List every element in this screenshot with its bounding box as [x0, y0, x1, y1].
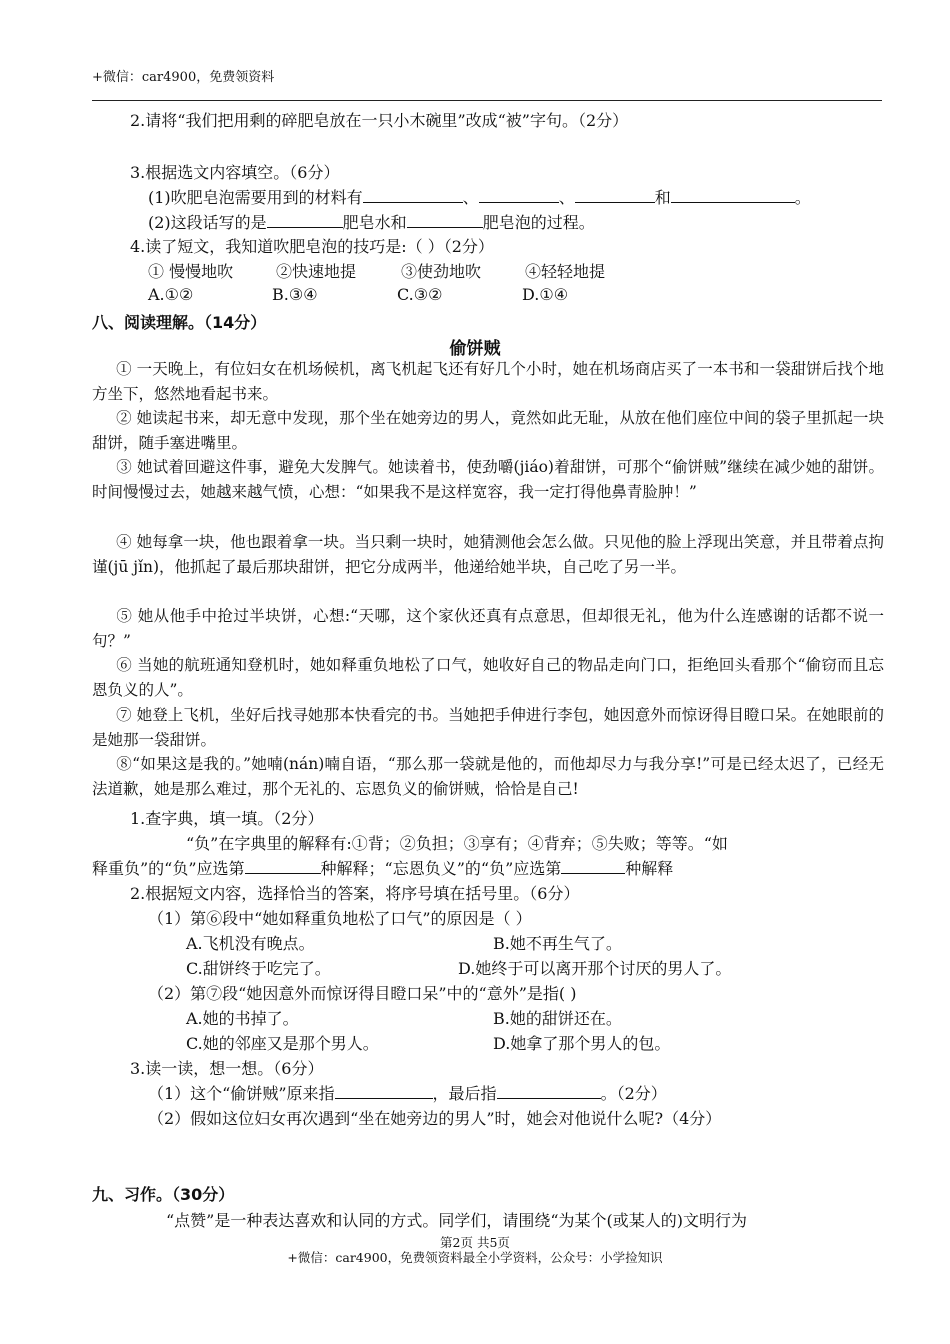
s8-q1-line2-c: 种解释 — [625, 859, 674, 878]
page-number: 第2页 共5页 — [440, 1235, 510, 1250]
passage-paragraph-2 — [92, 406, 884, 455]
s8-q1-line1: “负”在字典里的解释有:①背；②负担；③享有；④背弃；⑤失败；等等。“如 — [186, 834, 728, 853]
prev-q4-opt4: ④轻轻地提 — [525, 262, 606, 281]
prev-q4-stem: 4.读了短文，我知道吹肥皂泡的技巧是:（ ）（2分） — [130, 237, 494, 256]
answer-blank[interactable] — [575, 188, 655, 203]
prev-q2: 2.请将“我们把用剩的碎肥皂放在一只小木碗里”改成“被”字句。（2分） — [130, 111, 629, 130]
s8-q1-line2 — [92, 856, 673, 879]
s8-q3-sub1-b: ，最后指 — [432, 1084, 497, 1103]
answer-blank[interactable] — [479, 188, 559, 203]
prev-q4-opt3: ③使劲地吹 — [401, 262, 482, 281]
s8-q3-sub2: （2）假如这位妇女再次遇到“坐在她旁边的男人”时，她会对他说什么呢?（4分） — [148, 1109, 722, 1128]
passage-paragraph-5 — [92, 604, 884, 653]
s8-q3-stem: 3.读一读，想一想。（6分） — [130, 1059, 324, 1078]
s8-q2-sub2: （2）第⑦段“她因意外而惊讶得目瞪口呆”中的“意外”是指( ) — [148, 984, 577, 1003]
answer-blank[interactable] — [407, 213, 483, 228]
section-9-heading: 九、习作。（30分） — [92, 1185, 235, 1204]
prev-q3-line2-a: (2)这段话写的是 — [148, 213, 267, 232]
conjunction: 和 — [654, 188, 671, 207]
prev-q3-line2 — [148, 210, 595, 233]
s8-q2-sub1-d[interactable]: D.她终于可以离开那个讨厌的男人了。 — [458, 959, 732, 978]
header-watermark: +微信：car4900，免费领资料 — [92, 70, 275, 85]
s8-q2-sub1: （1）第⑥段中“她如释重负地松了口气”的原因是（ ） — [148, 909, 532, 928]
s8-q1-line2-a: 释重负”的“负”应选第 — [92, 859, 245, 878]
s8-q2-sub2-d[interactable]: D.她拿了那个男人的包。 — [493, 1034, 671, 1053]
composition-prompt: “点赞”是一种表达喜欢和认同的方式。同学们，请围绕“为某个(或某人的)文明行为 — [166, 1211, 748, 1230]
answer-blank[interactable] — [561, 859, 625, 874]
answer-blank[interactable] — [335, 1084, 433, 1099]
prev-q4-opt1: ① 慢慢地吹 — [148, 262, 234, 281]
prev-q4-choice-b[interactable]: B.③④ — [272, 285, 318, 304]
s8-q2-sub2-b[interactable]: B.她的甜饼还在。 — [493, 1009, 622, 1028]
passage-paragraph-1 — [92, 357, 884, 406]
paragraph-text: ③ 她试着回避这件事，避免大发脾气。她读着书，使劲嚼(jiáo)着甜饼，可那个“偷饼贼”继续在减少她的甜饼。时间慢慢过去，她越来越气愤，心想：“如果我不是这样宽容，我一定打得他鼻青脸肿！” — [92, 458, 884, 501]
answer-blank[interactable] — [671, 188, 795, 203]
section-8-heading: 八、阅读理解。（14分） — [92, 313, 267, 332]
passage-paragraph-8 — [92, 752, 884, 801]
prev-q4-opt2: ②快速地提 — [276, 262, 357, 281]
s8-q2-sub1-a[interactable]: A.飞机没有晚点。 — [186, 934, 315, 953]
prev-q3-stem: 3.根据选文内容填空。（6分） — [130, 163, 340, 182]
prev-q4-choice-c[interactable]: C.③② — [397, 285, 443, 304]
s8-q2-sub2-c[interactable]: C.她的邻座又是那个男人。 — [186, 1034, 379, 1053]
s8-q2-sub1-c[interactable]: C.甜饼终于吃完了。 — [186, 959, 331, 978]
s8-q2-sub2-a[interactable]: A.她的书掉了。 — [186, 1009, 299, 1028]
passage-paragraph-4 — [92, 530, 884, 579]
separator: 、 — [558, 188, 575, 207]
s8-q1-line2-b: 种解释；“忘恩负义”的“负”应选第 — [320, 859, 562, 878]
s8-q1-stem: 1.查字典，填一填。（2分） — [130, 809, 324, 828]
s8-q2-sub1-b[interactable]: B.她不再生气了。 — [493, 934, 622, 953]
s8-q3-sub1-a: （1）这个“偷饼贼”原来指 — [148, 1084, 335, 1103]
paragraph-text: ⑥ 当她的航班通知登机时，她如释重负地松了口气，她收好自己的物品走向门口，拒绝回头看那个“偷窃而且忘恩负义的人”。 — [92, 656, 884, 699]
s8-q3-sub1 — [148, 1081, 667, 1104]
paragraph-text: ⑦ 她登上飞机，坐好后找寻她那本快看完的书。当她把手伸进行李包，她因意外而惊讶得目瞪口呆。在她眼前的是她那一袋甜饼。 — [92, 706, 884, 749]
passage-title: 偷饼贼 — [449, 339, 501, 359]
answer-blank[interactable] — [497, 1084, 601, 1099]
prev-q3-line2-c: 肥皂泡的过程。 — [482, 213, 595, 232]
paragraph-text: ④ 她每拿一块，他也跟着拿一块。当只剩一块时，她猜测他会怎么做。只见他的脸上浮现出笑意，并且带着点拘谨(jū jǐn)，他抓起了最后那块甜饼，把它分成两半，他递给她半块，自己吃了另一半。 — [92, 533, 884, 576]
paragraph-text: ⑧“如果这是我的。”她喃(nán)喃自语，“那么那一袋就是他的，而他却尽力与我分享!”可是已经太迟了，已经无法道歉，她是那么难过，那个无礼的、忘恩负义的偷饼贼，恰恰是自己! — [92, 755, 884, 798]
paragraph-text: ② 她读起书来，却无意中发现，那个坐在她旁边的男人，竟然如此无耻，从放在他们座位中间的袋子里抓起一块甜饼，随手塞进嘴里。 — [92, 409, 884, 452]
answer-blank[interactable] — [363, 188, 463, 203]
prev-q4-choice-d[interactable]: D.①④ — [522, 285, 569, 304]
footer-watermark: +微信：car4900，免费领资料最全小学资料，公众号：小学捡知识 — [287, 1250, 663, 1265]
s8-q3-sub1-c: 。（2分） — [600, 1084, 667, 1103]
answer-blank[interactable] — [267, 213, 343, 228]
prev-q3-line2-b: 肥皂水和 — [342, 213, 407, 232]
paragraph-text: ⑤ 她从他手中抢过半块饼，心想:“天哪，这个家伙还真有点意思，但却很无礼，他为什么连感谢的话都不说一句？” — [92, 607, 884, 650]
s8-q2-stem: 2.根据短文内容，选择恰当的答案，将序号填在括号里。（6分） — [130, 884, 580, 903]
passage-paragraph-7 — [92, 703, 884, 752]
period: 。 — [794, 188, 811, 207]
prev-q4-choice-a[interactable]: A.①② — [148, 285, 194, 304]
header-divider — [92, 100, 882, 101]
separator: 、 — [462, 188, 479, 207]
passage-paragraph-6 — [92, 653, 884, 702]
prev-q3-line1-text: (1)吹肥皂泡需要用到的材料有 — [148, 188, 363, 207]
paragraph-text: ① 一天晚上，有位妇女在机场候机，离飞机起飞还有好几个小时，她在机场商店买了一本书和一袋甜饼后找个地方坐下，悠然地看起书来。 — [92, 360, 884, 403]
passage-paragraph-3 — [92, 455, 884, 504]
prev-q3-line1 — [148, 185, 811, 208]
answer-blank[interactable] — [245, 859, 321, 874]
